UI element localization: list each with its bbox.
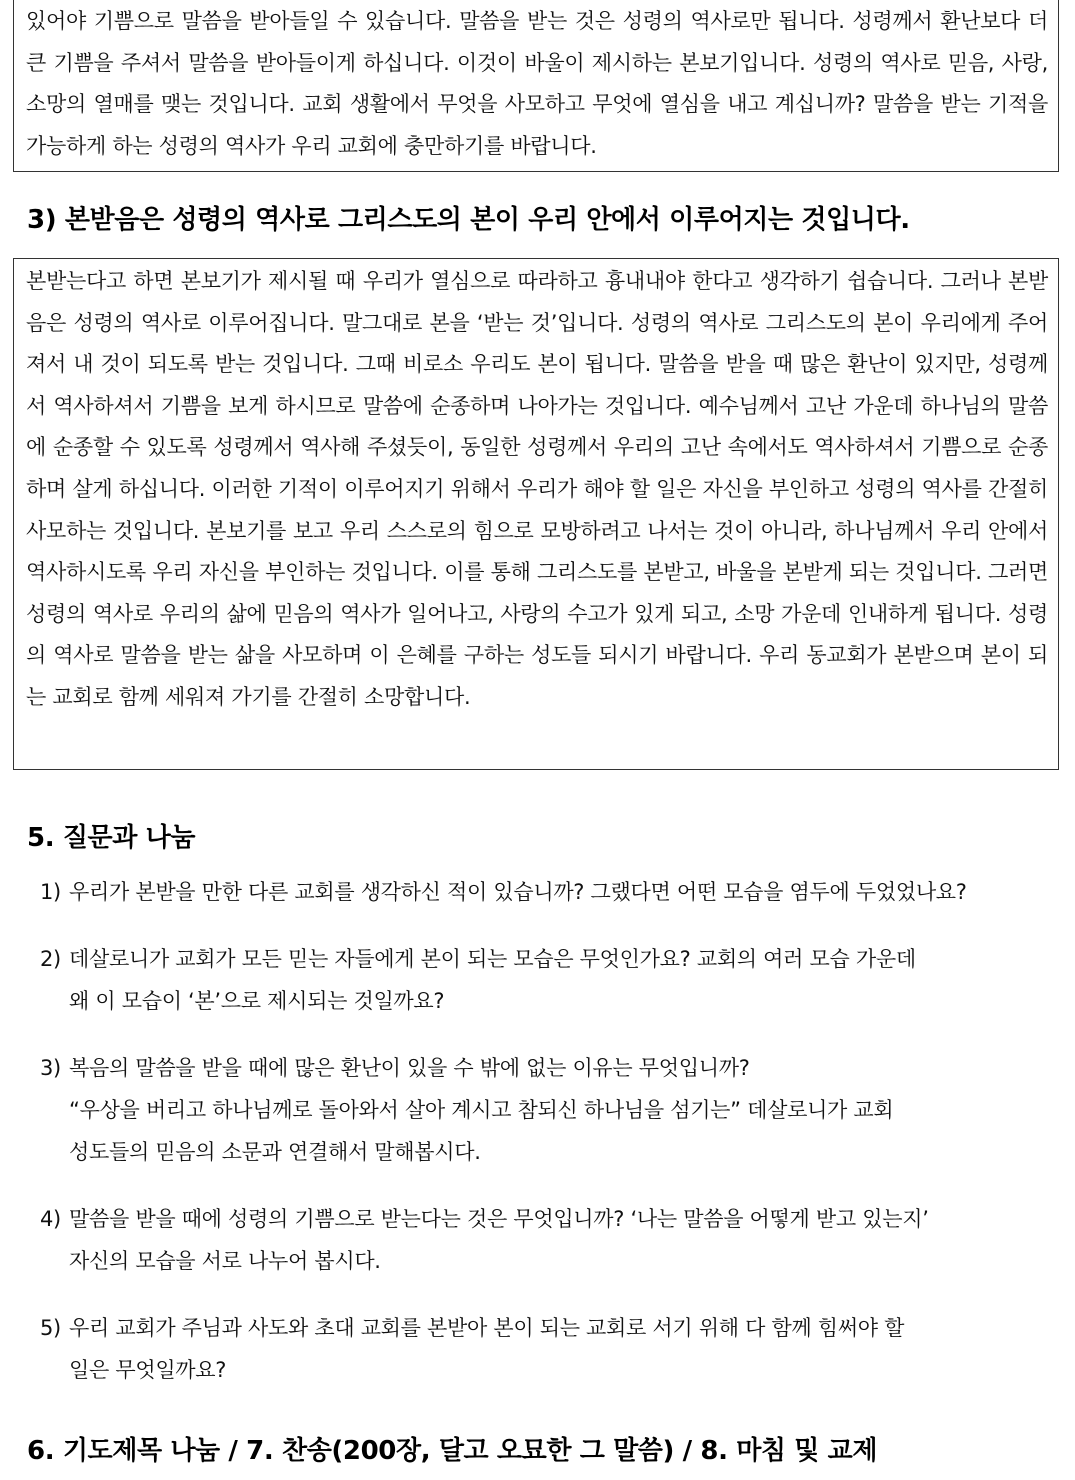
question-item-2 bbox=[40, 938, 1070, 1022]
question-item-5 bbox=[40, 1307, 1070, 1391]
question-number: 4) bbox=[40, 1207, 61, 1231]
question-item-3 bbox=[40, 1047, 1070, 1173]
question-number: 3) bbox=[40, 1056, 61, 1080]
question-number: 2) bbox=[40, 947, 61, 971]
closing-heading: 6. 기도제목 나눔 / 7. 찬송(200장, 달고 오묘한 그 말씀) / 8. 마침 및 교제 bbox=[27, 1436, 878, 1466]
question-text: 말씀을 받을 때에 성령의 기쁨으로 받는다는 것은 무엇입니까? ‘나는 말씀을 어떻게 받고 있는지’ bbox=[69, 1207, 929, 1231]
question-number: 5) bbox=[40, 1316, 61, 1340]
question-text-continued: “우상을 버리고 하나님께로 돌아와서 살아 계시고 참되신 하나님을 섬기는” 데살로니가 교회 bbox=[69, 1098, 894, 1122]
questions-heading: 5. 질문과 나눔 bbox=[27, 823, 196, 853]
question-item-1 bbox=[40, 871, 1070, 913]
section-3-paragraph: 본받는다고 하면 본보기가 제시될 때 우리가 열심으로 따라하고 흉내내야 한다고 생각하기 쉽습니다. 그러나 본받음은 성령의 역사로 이루어집니다. 말그대로 본을 ‘받는 것’입니다. 성령의 역사로 그리스도의 본이 우리에게 주어져서 내 것이 되도록 받는 것입니다. 그때 비로소 우리도 본이 됩니다. 말씀을 받을 때 많은 환난이 있지만, 성령께서 역사하셔서 기쁨을 보게 하시므로 말씀에 순종하며 나아가는 것입니다. 예수님께서 고난 가운데 하나님의 말씀에 순종할 수 있도록 성령께서 역사해 주셨듯이, 동일한 성령께서 우리의 고난 속에서도 역사하셔서 기쁨으로 순종하며 살게 하십니다. 이러한 기적이 이루어지기 위해서 우리가 해야 할 일은 자신을 부인하고 성령의 역사를 간절히 사모하는 것입니다. 본보기를 보고 우리 스스로의 힘으로 모방하려고 나서는 것이 아니라, 하나님께서 우리 안에서 역사하시도록 우리 자신을 부인하는 것입니다. 이를 통해 그리스도를 본받고, 바울을 본받게 되는 것입니다. 그러면 성령의 역사로 우리의 삶에 믿음의 역사가 일어나고, 사랑의 수고가 있게 되고, 소망 가운데 인내하게 됩니다. 성령의 역사로 말씀을 받는 삶을 사모하며 이 은혜를 구하는 성도들 되시기 바랍니다. 우리 동교회가 본받으며 본이 되는 교회로 함께 세워져 가기를 간절히 소망합니다. bbox=[26, 269, 1048, 709]
question-text: 복음의 말씀을 받을 때에 많은 환난이 있을 수 밖에 없는 이유는 무엇입니까? bbox=[69, 1056, 750, 1080]
question-item-4 bbox=[40, 1198, 1070, 1282]
question-text-continued: 일은 무엇일까요? bbox=[69, 1358, 227, 1382]
question-number: 1) bbox=[40, 880, 61, 904]
question-text-continued: 자신의 모습을 서로 나누어 봅시다. bbox=[69, 1249, 381, 1273]
section-3-heading: 3) 본받음은 성령의 역사로 그리스도의 본이 우리 안에서 이루어지는 것입니다. bbox=[27, 205, 910, 235]
question-text: 우리 교회가 주님과 사도와 초대 교회를 본받아 본이 되는 교회로 서기 위해 다 함께 힘써야 할 bbox=[69, 1316, 905, 1340]
question-text: 우리가 본받을 만한 다른 교회를 생각하신 적이 있습니까? 그랬다면 어떤 모습을 염두에 두었었나요? bbox=[69, 880, 967, 904]
question-text-continued: 성도들의 믿음의 소문과 연결해서 말해봅시다. bbox=[69, 1140, 481, 1164]
question-text: 데살로니가 교회가 모든 믿는 자들에게 본이 되는 모습은 무엇인가요? 교회의 여러 모습 가운데 bbox=[69, 947, 916, 971]
question-text-continued: 왜 이 모습이 ‘본’으로 제시되는 것일까요? bbox=[69, 989, 445, 1013]
sermon-paragraph: 있어야 기쁨으로 말씀을 받아들일 수 있습니다. 말씀을 받는 것은 성령의 역사로만 됩니다. 성령께서 환난보다 더 큰 기쁨을 주셔서 말씀을 받아들이게 하십니다. 이것이 바울이 제시하는 본보기입니다. 성령의 역사로 믿음, 사랑, 소망의 열매를 맺는 것입니다. 교회 생활에서 무엇을 사모하고 무엇에 열심을 내고 계십니까? 말씀을 받는 기적을 가능하게 하는 성령의 역사가 우리 교회에 충만하기를 바랍니다. bbox=[26, 9, 1048, 158]
section-3-text-box bbox=[13, 258, 1059, 770]
sermon-text-box-continued bbox=[13, 0, 1059, 172]
